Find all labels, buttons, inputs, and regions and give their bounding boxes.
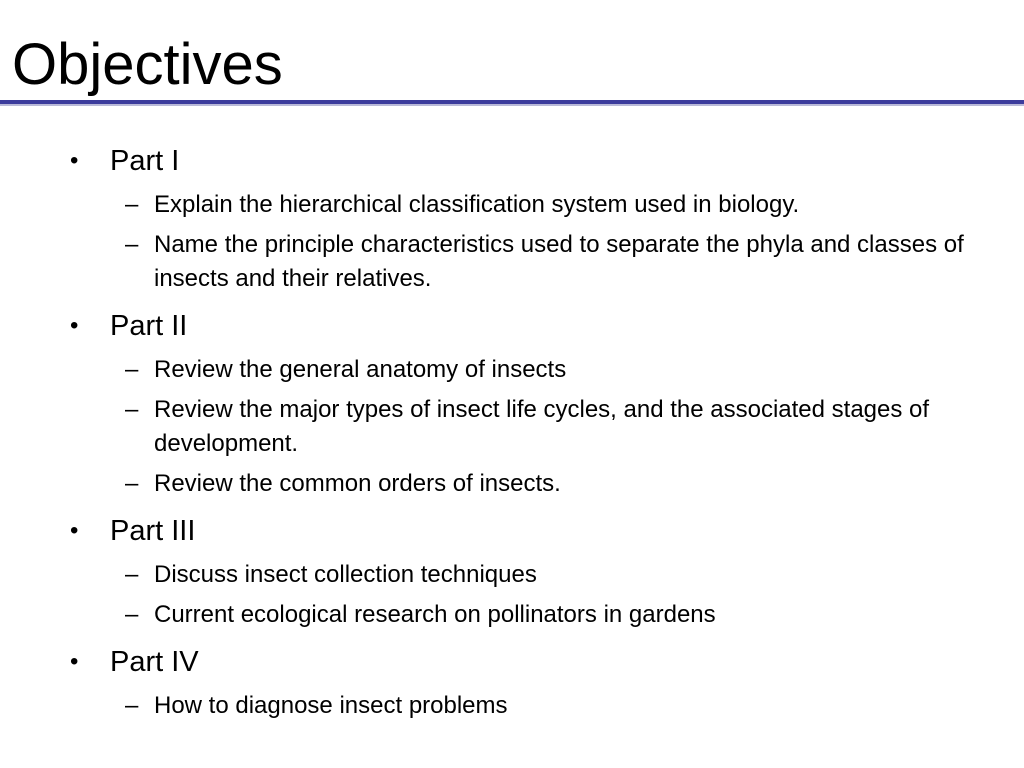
list-item (70, 467, 980, 501)
section-part-1 (70, 143, 980, 296)
list-item (70, 228, 980, 296)
bullet-icon: • (70, 517, 79, 544)
dash-icon: – (125, 191, 139, 218)
section-heading (70, 513, 980, 549)
slide-title: Objectives (12, 32, 283, 97)
bullet-icon: • (70, 648, 79, 675)
objectives-list (70, 143, 980, 723)
section-heading-text: Part IV (110, 646, 199, 678)
list-item-text: Discuss insect collection techniques (154, 561, 537, 588)
section-heading-text: Part II (110, 310, 188, 342)
list-item (70, 393, 980, 461)
dash-icon: – (125, 231, 139, 258)
list-item-text: Review the general anatomy of insects (154, 356, 567, 383)
list-item-text: Explain the hierarchical classification system used in biology. (154, 191, 800, 218)
list-item (70, 598, 980, 632)
section-part-3 (70, 513, 980, 632)
list-item-text: How to diagnose insect problems (154, 692, 508, 719)
list-item (70, 353, 980, 387)
list-item (70, 558, 980, 592)
section-heading (70, 644, 980, 680)
section-part-2 (70, 308, 980, 501)
section-heading (70, 308, 980, 344)
section-heading-text: Part I (110, 145, 180, 177)
section-heading (70, 143, 980, 179)
list-item (70, 689, 980, 723)
dash-icon: – (125, 396, 139, 423)
dash-icon: – (125, 692, 139, 719)
list-item-text: Review the major types of insect life cycles, and the associated stages of development. (154, 396, 930, 457)
bullet-icon: • (70, 312, 79, 339)
list-item (70, 188, 980, 222)
dash-icon: – (125, 356, 139, 383)
list-item-text: Current ecological research on pollinators in gardens (154, 601, 716, 628)
section-part-4 (70, 644, 980, 723)
bullet-icon: • (70, 147, 79, 174)
title-underline-shadow (0, 104, 1024, 106)
dash-icon: – (125, 561, 139, 588)
list-item-text: Name the principle characteristics used to separate the phyla and classes of insects and their relatives. (154, 231, 964, 292)
section-heading-text: Part III (110, 515, 196, 547)
dash-icon: – (125, 470, 139, 497)
list-item-text: Review the common orders of insects. (154, 470, 561, 497)
dash-icon: – (125, 601, 139, 628)
